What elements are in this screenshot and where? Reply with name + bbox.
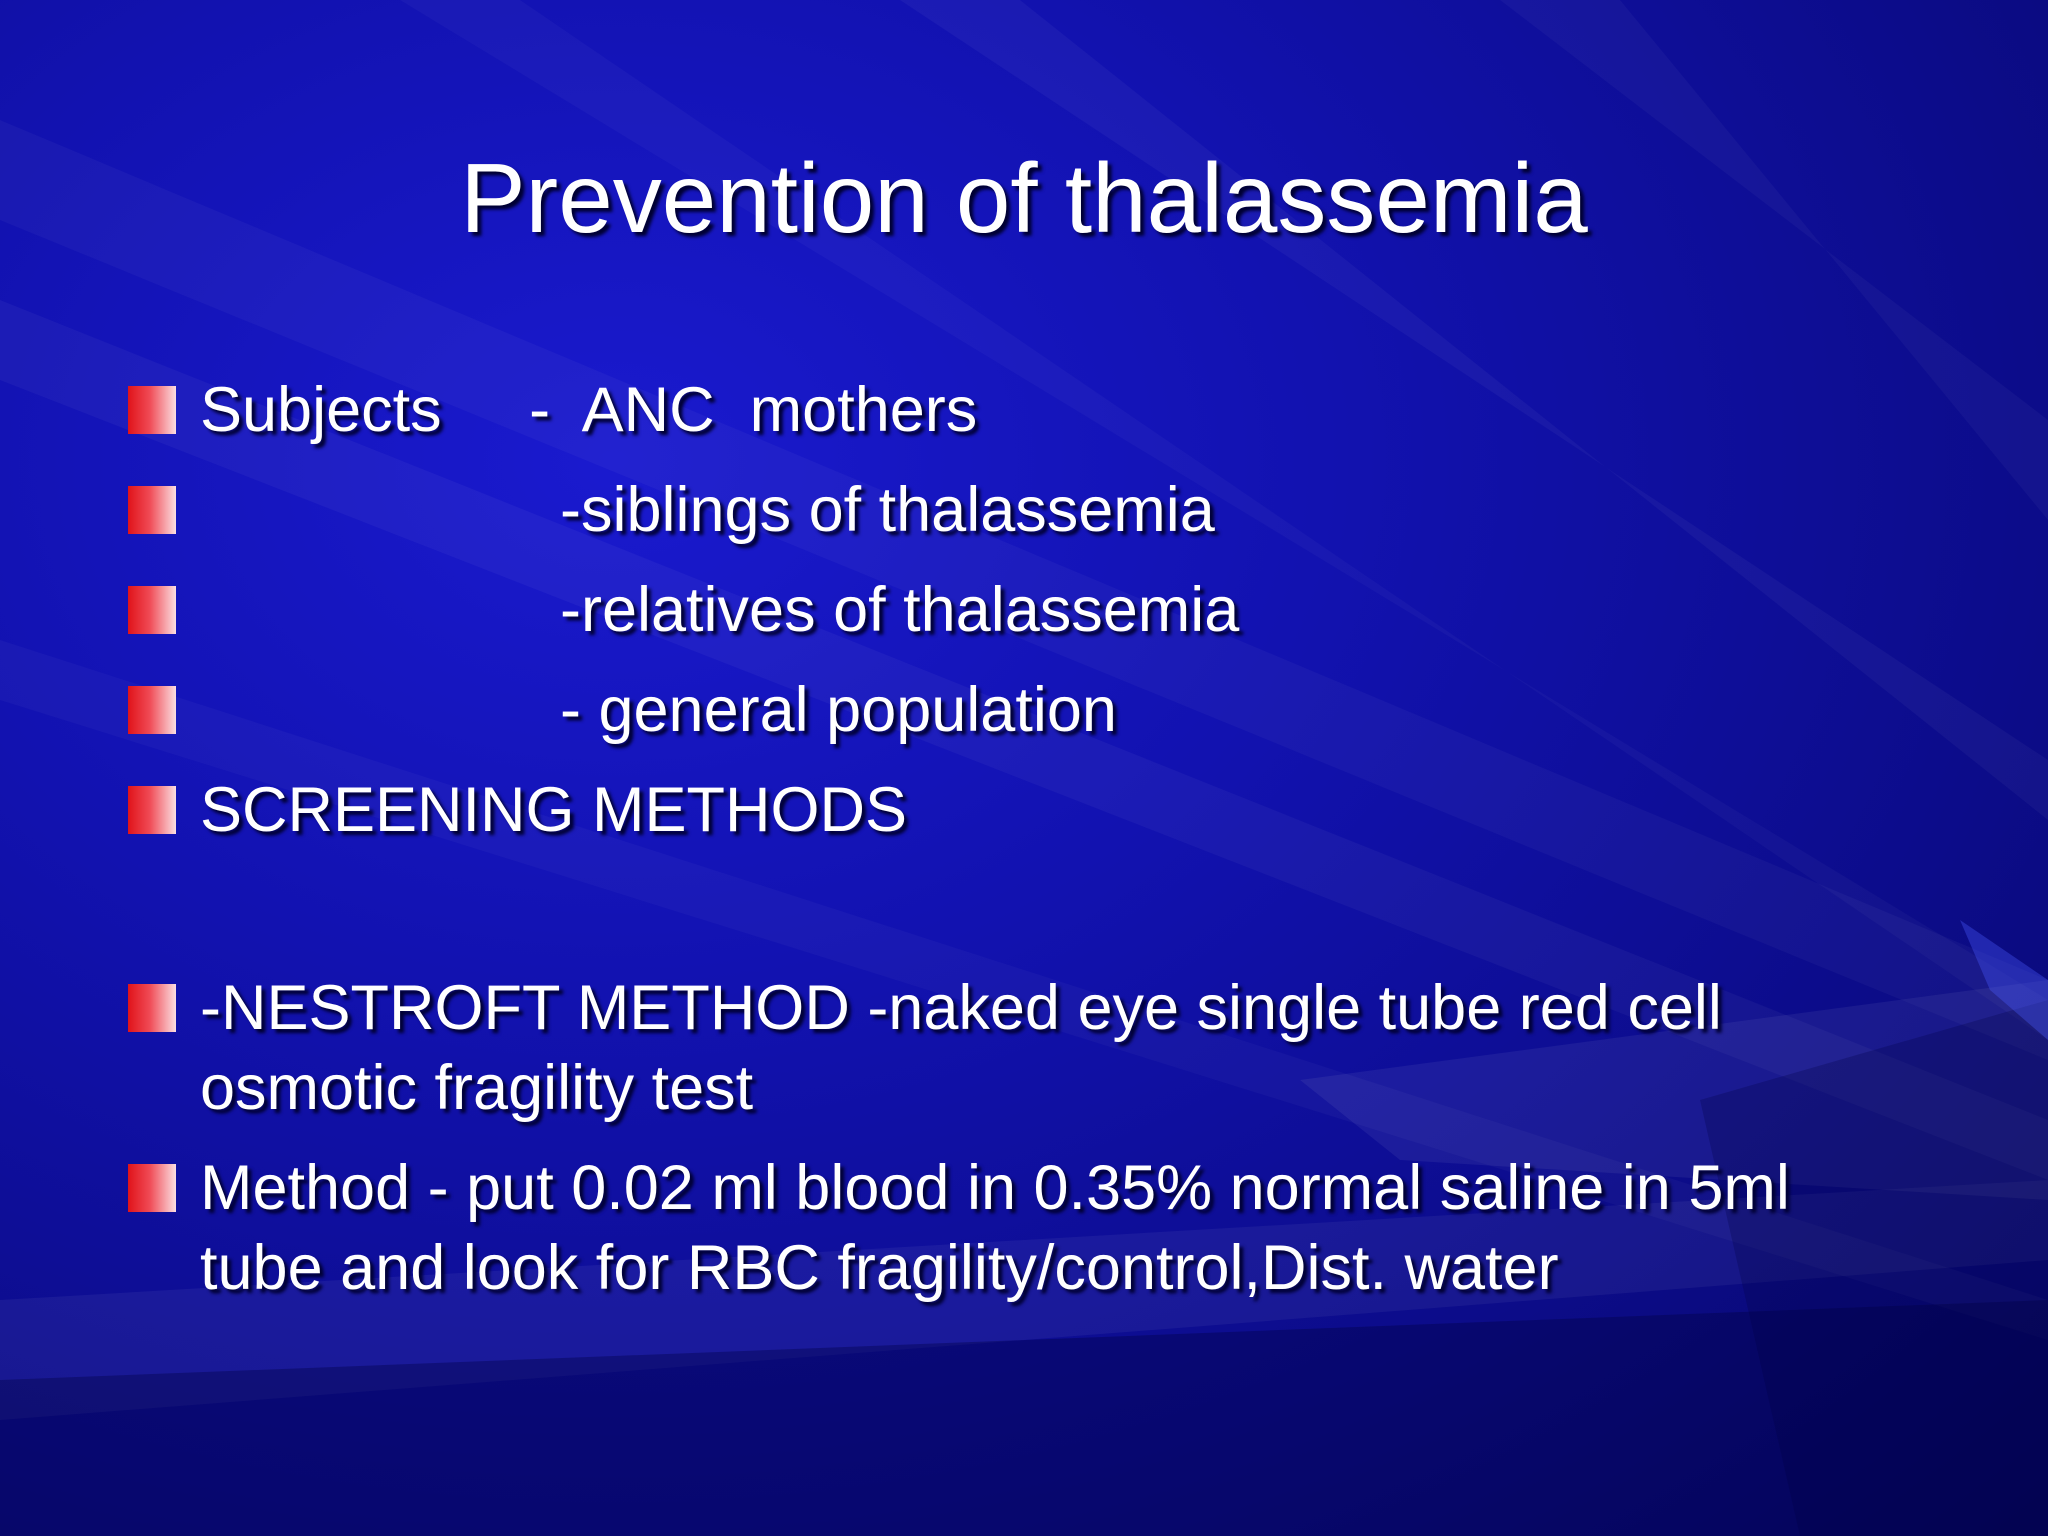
bullet-text: Method - put 0.02 ml blood in 0.35% normal saline in 5ml tube and look for RBC fragility/control,Dist. water xyxy=(200,1153,1790,1303)
bullet-text: SCREENING METHODS xyxy=(200,775,908,845)
bullet-text: -siblings of thalassemia xyxy=(560,475,1215,545)
bullet-square-icon xyxy=(128,686,176,734)
bullet-square-icon xyxy=(128,386,176,434)
bullet-square-icon xyxy=(128,786,176,834)
bullet-text: Subjects - ANC mothers xyxy=(200,375,978,445)
bullet-square-icon xyxy=(128,586,176,634)
bullet-square-icon xyxy=(128,486,176,534)
bullet-square-icon xyxy=(128,984,176,1032)
bullet-square-icon xyxy=(128,1164,176,1212)
bullet-text: -NESTROFT METHOD -naked eye single tube red cell osmotic fragility test xyxy=(200,973,1722,1123)
slide-title: Prevention of thalassemia xyxy=(460,143,1588,253)
bullet-text: - general population xyxy=(560,675,1117,745)
bullet-text: -relatives of thalassemia xyxy=(560,575,1240,645)
